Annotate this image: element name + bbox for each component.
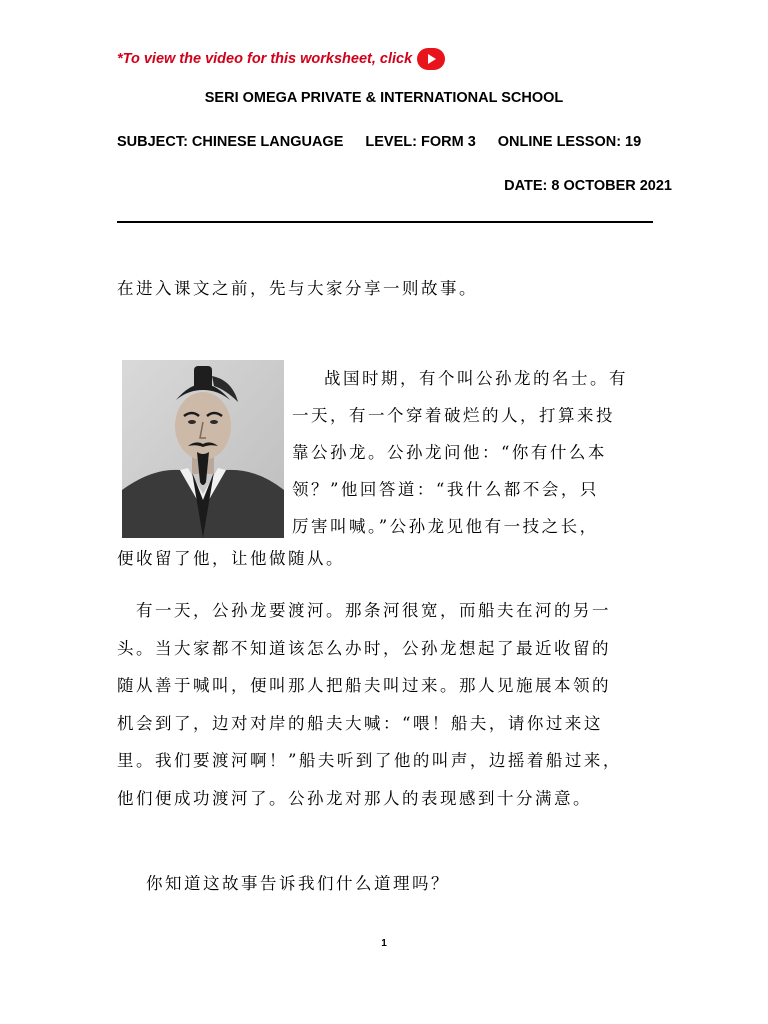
story-line: 他们便成功渡河了。公孙龙对那人的表现感到十分满意。 bbox=[117, 788, 592, 808]
story-paragraph-2 bbox=[117, 592, 665, 817]
lesson-label: ONLINE LESSON: 19 bbox=[497, 134, 642, 150]
school-name: SERI OMEGA PRIVATE & INTERNATIONAL SCHOOL bbox=[204, 90, 564, 106]
story-line: 领？”他回答道：“我什么都不会，只 bbox=[292, 480, 599, 499]
video-link-text[interactable]: *To view the video for this worksheet, click bbox=[117, 51, 413, 67]
story-line: 厉害叫喊。”公孙龙见他有一技之长， bbox=[292, 517, 599, 536]
subject-label: SUBJECT: CHINESE LANGUAGE bbox=[117, 134, 344, 150]
story-line: 有一天，公孙龙要渡河。那条河很宽，而船夫在河的另一 bbox=[117, 601, 611, 620]
story-line: 随从善于喊叫，便叫那人把船夫叫过来。那人见施展本领的 bbox=[117, 676, 611, 695]
question-text: 你知道这故事告诉我们什么道理吗？ bbox=[146, 874, 450, 893]
video-link[interactable] bbox=[117, 48, 445, 70]
story-line: 机会到了，边对对岸的船夫大喊：“喂！船夫，请你过来这 bbox=[117, 713, 603, 733]
date-label: DATE: 8 OCTOBER 2021 bbox=[504, 178, 672, 194]
header-divider bbox=[117, 221, 653, 223]
subject-line bbox=[117, 134, 677, 150]
level-label: LEVEL: FORM 3 bbox=[365, 134, 476, 150]
play-button-icon[interactable] bbox=[417, 48, 445, 70]
story-line: 便收留了他，让他做随从。 bbox=[117, 549, 345, 568]
story-line: 头。当大家都不知道该怎么办时，公孙龙想起了最近收留的 bbox=[117, 638, 611, 658]
story-line: 一天，有一个穿着破烂的人，打算来投 bbox=[292, 406, 615, 425]
page-number: 1 bbox=[381, 938, 387, 949]
story-line: 战国时期，有个叫公孙龙的名士。有 bbox=[324, 369, 628, 388]
intro-text: 在进入课文之前，先与大家分享一则故事。 bbox=[117, 279, 478, 298]
story-line: 里。我们要渡河啊！”船夫听到了他的叫声，边摇着船过来， bbox=[117, 751, 622, 770]
story-paragraph-1 bbox=[292, 360, 664, 545]
story-line: 靠公孙龙。公孙龙问他：“你有什么本 bbox=[292, 443, 607, 462]
portrait-image bbox=[122, 360, 284, 538]
